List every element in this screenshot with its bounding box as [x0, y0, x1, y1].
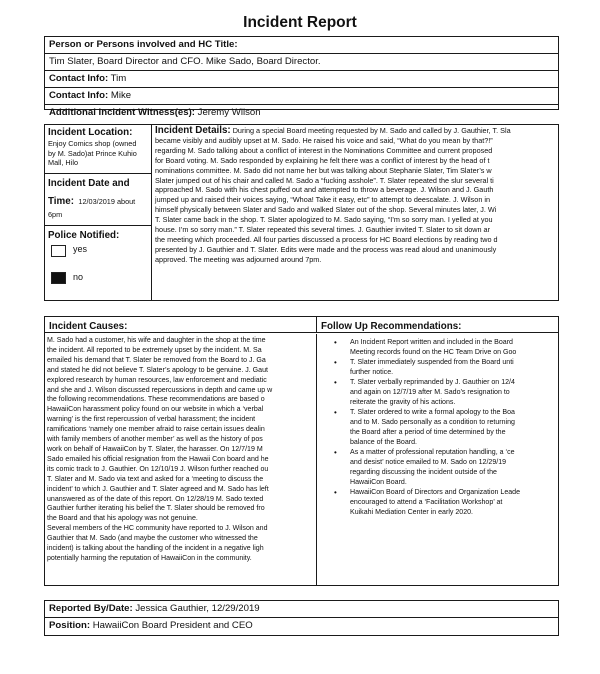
details-line: house. I’m so sorry man.” T. Slater repeated this several times. J. Gauthier invited T. Slater to sit down ar [155, 225, 490, 235]
followup-header: Follow Up Recommendations: [321, 321, 462, 332]
followup-item [350, 338, 558, 358]
details-line: approved. The meeting was adjourned around 7pm. [155, 254, 322, 264]
followup-line: T. Slater ordered to write a formal apology to the Boa [350, 409, 515, 416]
contact-row-1 [45, 71, 558, 88]
details-line: T. Slater came back in the shop. T. Slater apologized to M. Sado saying, “I’m so sorry man. I yelled at you [155, 215, 493, 225]
causes-line: ramifications ‘namely one member afraid to raise certain issues dealin [47, 426, 265, 434]
details-line: the meeting which proceeded. All four parties discussed a process for HC Board elections by reading two d [155, 234, 498, 244]
causes-line: M. Sado had a customer, his wife and daughter in the shop at the time [47, 337, 266, 344]
date-cell [45, 174, 151, 226]
causes-line: and stated he did not believe T. Slater’s apology to be genuine. J. Gaut [47, 366, 268, 374]
details-label: Incident Details: [155, 125, 231, 136]
causes-line: Gauthier that M. Sado (and maybe the customer who witnessed the [47, 535, 258, 543]
persons-label-row [45, 37, 558, 54]
location-line-2: by M. Sado)at Prince Kuhio [48, 148, 137, 158]
causes-line: with family members of another member’ as well as the history of pos [47, 436, 263, 444]
date-value: 12/03/2019 about [78, 197, 136, 206]
details-first-line [155, 126, 558, 136]
followup-item [350, 448, 558, 487]
followup-line: T. Slater verbally reprimanded by J. Gauthier on 12/4 [350, 379, 515, 386]
followup-line: further notice. [350, 368, 394, 376]
causes-body [45, 334, 317, 585]
time-label: Time: [48, 196, 74, 207]
position-label: Position: [49, 620, 91, 631]
reported-box [44, 600, 559, 636]
position-row [45, 618, 558, 634]
contact-label-2: Contact Info: [49, 90, 109, 101]
location-line-1: Enjoy Comics shop (owned [48, 139, 137, 148]
followup-line: regarding discussing the incident outside of the [350, 468, 497, 476]
bullet-icon: • [334, 358, 337, 367]
police-yes-label: yes [73, 244, 88, 254]
persons-label: Person or Persons involved and HC Title: [49, 39, 238, 50]
bullet-icon: • [334, 378, 337, 387]
contact-label-1: Contact Info: [49, 73, 109, 84]
followup-line: T. Slater immediately suspended from the Board unti [350, 359, 514, 366]
location-line-3: Mall, Hilo [48, 158, 79, 167]
bullet-icon: • [334, 448, 337, 457]
reported-label: Reported By/Date: [49, 603, 133, 614]
incident-left-column [45, 125, 152, 300]
causes-header-cell [45, 317, 317, 333]
causes-line: Sado emailed his official resignation from the Hawaii Con board and he [47, 455, 269, 463]
causes-line: the following recommendations. These recommendations are based o [47, 396, 265, 404]
causes-line: incident) is talking about the handling of the incident in a negative ligh [47, 545, 264, 553]
followup-item [350, 378, 558, 408]
causes-line: its comic track to J. Gauthier. On 12/10/19 J. Wilson further reached ou [47, 465, 269, 473]
details-line: regarding M. Sado talking about a conflict of interest in the Nominations Committee and current proposed [155, 145, 493, 155]
details-first-text: During a special Board meeting requested by M. Sado and called by J. Gauthier, T. Sla [232, 126, 511, 135]
time-value: 6pm [48, 210, 63, 219]
police-no-checkbox[interactable] [51, 272, 66, 284]
report-title: Incident Report [243, 14, 357, 31]
details-line: himself physically between Slater and Sado and walked Slater out of the shop. Several minutes later, J. Wi [155, 205, 497, 215]
followup-line: and again on 12/7/19 after M. Sado’s resignation to [350, 388, 510, 396]
bullet-icon: • [334, 488, 337, 497]
details-line: for Board voting. M. Sado responded by explaining he felt there was a conflict of interest by the head of t [155, 155, 490, 165]
reported-value: Jessica Gauthier, 12/29/2019 [135, 603, 260, 614]
followup-line: HawaiiCon Board of Directors and Organization Leade [350, 489, 521, 496]
date-label: Incident Date and [48, 178, 130, 189]
date-line [48, 193, 151, 208]
witness-row [45, 105, 558, 121]
followup-line: An Incident Report written and included in the Board [350, 339, 513, 346]
followup-line: balance of the Board. [350, 438, 417, 446]
followup-header-cell [317, 317, 558, 333]
witness-value: Jeremy Wilson [197, 107, 261, 118]
reported-row [45, 601, 558, 618]
details-line: Slater jumped out of his chair and called M. Sado a “fucking asshole”. T. Slater repeated the slur several ti [155, 175, 494, 185]
persons-value: Tim Slater, Board Director and CFO. Mike Sado, Board Director. [49, 56, 321, 67]
causes-line: warning’ is the first repercussion of verbal harassment; the incident [47, 416, 256, 424]
followup-line: As a matter of professional reputation handling, a ‘ce [350, 449, 515, 456]
causes-line: unanswered as of the date of this report. On 12/28/19 M. Sado texted [47, 495, 264, 503]
contact-row-2 [45, 88, 558, 105]
followup-line: HawaiiCon Board. [350, 478, 407, 486]
causes-line: emailed his demand that T. Slater be removed from the Board to J. Ga [47, 356, 266, 364]
followup-line: Meeting records found on the HC Team Drive on Goo [350, 348, 517, 356]
causes-line: Gauthier further iterating his belief the T. Slater should be removed fro [47, 505, 265, 513]
incident-box [44, 124, 559, 301]
witness-label: Additional Incident Witness(es): [49, 107, 195, 118]
contact-value-2: Mike [110, 90, 132, 101]
details-line: became visibly and audibly upset at M. Sado. He raised his voice and said, “What do you mean by that?!” [155, 135, 493, 145]
location-cell [45, 125, 151, 174]
persons-value-row [45, 54, 558, 71]
details-line: presented by J. Gauthier and T. Slater. Edits were made and the process was read aloud and unanimously [155, 244, 497, 254]
causes-line: work on behalf of HawaiiCon by T. Slater, the harasser. On 12/7/19 M [47, 445, 263, 453]
police-label: Police Notified: [48, 230, 120, 241]
details-cell [155, 126, 558, 300]
followup-line: the Board after a period of time determined by the [350, 428, 506, 436]
persons-box [44, 36, 559, 118]
details-line: approached M. Sado with his chest puffed out and attempted to throw a beverage. J. Wilson and J. Gauth [155, 185, 494, 195]
followup-line: Kuikahi Mediation Center in early 2020. [350, 508, 474, 516]
followup-line: encouraged to attend a ‘Facilitation Workshop’ at [350, 498, 503, 506]
causes-line: HawaiiCon harassment policy found on our website in which a ‘verbal [47, 406, 264, 414]
police-yes-checkbox[interactable] [51, 245, 66, 257]
causes-line: incident’ to which J. Gauthier and T. Slater agreed and M. Sado has left [47, 485, 269, 493]
contact-value-1: Tim [110, 73, 127, 84]
followup-item [350, 488, 558, 518]
causes-line: potentially harming the reputation of HawaiiCon in the community. [47, 554, 252, 562]
followup-item [350, 358, 558, 378]
causes-line: Several members of the HC community have reported to J. Wilson and [47, 525, 268, 533]
causes-line: the Board and that his apology was not genuine. [47, 515, 198, 523]
followup-line: and to M. Sado personally as a condition to returning [350, 418, 515, 426]
police-no-label: no [73, 272, 84, 282]
followup-line: and desist’ notice emailed to M. Sado on 12/29/19 [350, 458, 507, 466]
causes-line: the incident. All reported to be extremely upset by the incident. M. Sa [47, 346, 262, 354]
causes-line: and she and J. Wilson discussed repercussions in depth and came up w [47, 386, 273, 394]
followup-body [318, 334, 558, 585]
location-label: Incident Location: [48, 127, 133, 138]
bullet-icon: • [334, 338, 337, 347]
bullet-icon: • [334, 408, 337, 417]
followup-item [350, 408, 558, 447]
details-line: nominations committee. M. Sado did not name her but was talking about Stephanie Slater, Tim Slater’s w [155, 165, 492, 175]
causes-line: T. Slater and M. Sado via text and asked for a ‘meeting to discuss the [47, 475, 264, 483]
causes-line: explored research by human resources, law enforcement and mediatic [47, 376, 267, 384]
followup-line: reiterate the gravity of his actions. [350, 398, 456, 406]
details-line: jumped up and raised their voices saying, “Whoa! Take it easy, etc” to attempt to deescalate. J. Wilson in [155, 195, 491, 205]
police-cell [45, 226, 151, 300]
causes-header: Incident Causes: [49, 321, 128, 332]
causes-followup-box [44, 316, 559, 586]
position-value: HawaiiCon Board President and CEO [92, 620, 253, 631]
